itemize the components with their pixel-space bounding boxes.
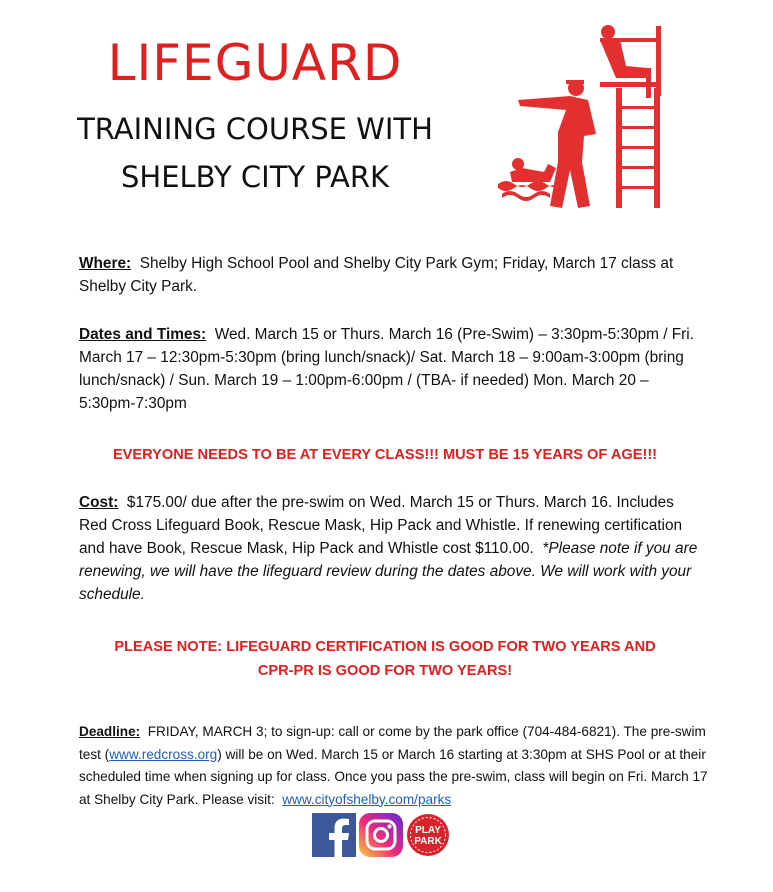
where-text: Shelby High School Pool and Shelby City Park Gym; Friday, March 17 class at Shelby City Park. [79,255,674,295]
flyer-subtitle-line2: SHELBY CITY PARK [120,160,390,194]
cost-text: $175.00/ due after the pre-swim on Wed. March 15 or Thurs. March 16. Includes Red Cross Lifeguard Book, Rescue Mask, Hip Pack and Whistle. If renewing certification and have Book, Rescue Mask, Hip Pack and Whistle cost $110.00. [79,494,683,557]
play-at-the-park-text-bottom: PARK [414,836,442,847]
where-section [79,252,699,298]
cityofshelby-parks-link[interactable]: www.cityofshelby.com/parks [282,791,452,807]
lifeguard-illustration [496,22,686,214]
cost-section [79,491,699,606]
deadline-label: Deadline: [79,724,141,739]
where-label: Where: [79,255,132,272]
instagram-icon[interactable] [359,813,403,857]
flyer-title: LIFEGUARD [107,34,403,92]
play-at-the-park-logo[interactable] [406,813,450,857]
cost-label: Cost: [79,494,119,511]
dates-label: Dates and Times: [79,326,207,343]
certification-notice-line1: PLEASE NOTE: LIFEGUARD CERTIFICATION IS GOOD FOR TWO YEARS AND [114,639,656,655]
facebook-icon[interactable] [312,813,356,857]
dates-section [79,323,699,415]
redcross-link[interactable]: www.redcross.org [109,746,218,762]
deadline-text-a: FRIDAY, MARCH 3; to sign-up: call or come by the park office (704-484-6821). The pre-swim test ( [79,724,706,762]
cost-renewal-note: *Please note if you are renewing, we will have the lifeguard review during the dates above. We will work with your schedule. [79,540,698,603]
deadline-text-b: ) will be on Wed. March 15 or March 16 starting at 3:30pm at SHS Pool or at their scheduled time when signing up for class. Once you pass the pre-swim, class will begin on Fri. March 17 at Shelby City Park. Please visit: [79,746,708,807]
flyer-subtitle-line1: TRAINING COURSE WITH [77,112,433,146]
dates-text: Wed. March 15 or Thurs. March 16 (Pre-Swim) – 3:30pm-5:30pm / Fri. March 17 – 12:30pm-5:30pm (bring lunch/snack)/ Sat. March 18 – 9:00am-3:00pm (bring lunch/snack) / Sun. March 19 – 1:00pm-6:00pm / (TBA- if needed) Mon. March 20 – 5:30pm-7:30pm [79,326,694,412]
certification-notice [60,635,710,683]
deadline-section [79,721,719,811]
certification-notice-line2: CPR-PR IS GOOD FOR TWO YEARS! [257,663,513,679]
play-at-the-park-text-top: PLAY [415,825,441,836]
attendance-notice: EVERYONE NEEDS TO BE AT EVERY CLASS!!! MUST BE 15 YEARS OF AGE!!! [112,447,658,463]
